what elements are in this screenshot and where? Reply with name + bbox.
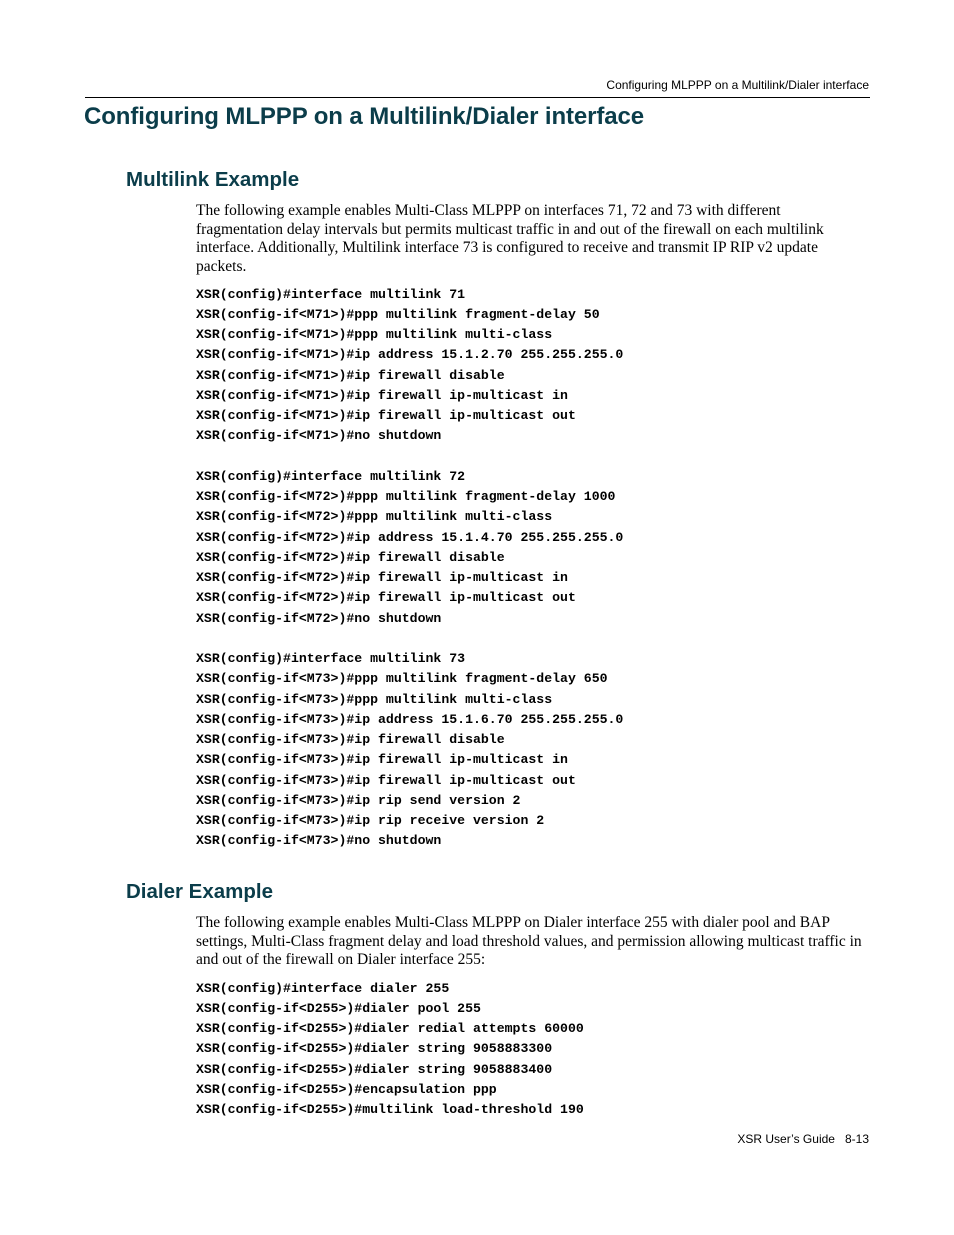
multilink-code-block	[196, 285, 623, 852]
dialer-heading: Dialer Example	[126, 880, 273, 903]
code-line: XSR(config-if<D255>)#dialer string 9058883300	[196, 1041, 553, 1057]
code-line: XSR(config-if<M71>)#ip firewall disable	[196, 367, 505, 383]
code-line: XSR(config-if<D255>)#dialer string 9058883400	[196, 1061, 553, 1077]
code-line: XSR(config-if<M73>)#ip address 15.1.6.70 255.255.255.0	[196, 711, 624, 727]
footer-guide-title: XSR User’s Guide	[737, 1132, 835, 1146]
code-line: XSR(config-if<D255>)#multilink load-threshold 190	[196, 1102, 584, 1117]
code-line: XSR(config-if<M71>)#ppp multilink multi-class	[196, 327, 553, 342]
code-line: XSR(config-if<M71>)#ip firewall ip-multicast in	[196, 387, 568, 403]
code-group-m71	[196, 285, 623, 447]
dialer-paragraph: The following example enables Multi-Class MLPPP on Dialer interface 255 with dialer pool and BAP settings, Multi-Class fragment delay and load threshold values, and permission allowing multicast traffic in and out of the firewall on Dialer interface 255:	[196, 914, 862, 969]
code-line: XSR(config-if<M73>)#ip firewall ip-multicast out	[196, 772, 576, 788]
running-header: Configuring MLPPP on a Multilink/Dialer interface	[606, 78, 869, 92]
code-line: XSR(config)#interface multilink 71	[196, 286, 466, 302]
footer-page-number: 8-13	[844, 1132, 869, 1146]
code-line: XSR(config)#interface dialer 255	[196, 980, 450, 996]
code-group-m73	[196, 649, 623, 852]
code-line: XSR(config-if<M71>)#ppp multilink fragment-delay 50	[196, 306, 600, 322]
code-group-m72	[196, 467, 623, 629]
code-line: XSR(config-if<M72>)#ip firewall ip-multicast out	[196, 590, 576, 606]
multilink-paragraph: The following example enables Multi-Class MLPPP on interfaces 71, 72 and 73 with different fragmentation delay intervals but permits multicast traffic in and out of the firewall on each multilink interface. Additionally, Multilink interface 73 is configured to receive and transmit IP RIP v2 update packets.	[196, 202, 824, 276]
code-line: XSR(config-if<M73>)#ip firewall disable	[196, 732, 505, 747]
code-group-d255	[196, 979, 584, 1121]
code-line: XSR(config-if<M72>)#ppp multilink fragment-delay 1000	[196, 489, 616, 504]
code-line: XSR(config-if<M73>)#ip firewall ip-multicast in	[196, 752, 568, 768]
code-line: XSR(config-if<D255>)#encapsulation ppp	[196, 1081, 497, 1097]
code-line: XSR(config)#interface multilink 72	[196, 468, 466, 484]
page-title: Configuring MLPPP on a Multilink/Dialer interface	[84, 103, 645, 130]
running-footer	[737, 1132, 869, 1146]
code-line: XSR(config-if<M72>)#no shutdown	[196, 610, 442, 626]
code-line: XSR(config-if<M71>)#ip firewall ip-multicast out	[196, 408, 576, 423]
code-line: XSR(config-if<M72>)#ip firewall ip-multicast in	[196, 570, 568, 585]
code-line: XSR(config-if<D255>)#dialer redial attempts 60000	[196, 1021, 584, 1036]
dialer-code-block	[196, 979, 584, 1121]
code-line: XSR(config-if<M73>)#ppp multilink multi-class	[196, 691, 553, 707]
code-line: XSR(config-if<M72>)#ip firewall disable	[196, 549, 505, 565]
code-line: XSR(config)#interface multilink 73	[196, 651, 466, 666]
code-line: XSR(config-if<M73>)#ip rip receive version 2	[196, 813, 545, 828]
code-line: XSR(config-if<D255>)#dialer pool 255	[196, 1000, 481, 1016]
code-line: XSR(config-if<M73>)#ip rip send version 2	[196, 792, 521, 808]
code-line: XSR(config-if<M71>)#no shutdown	[196, 428, 442, 444]
code-line: XSR(config-if<M72>)#ip address 15.1.4.70 255.255.255.0	[196, 529, 624, 545]
header-rule	[85, 97, 870, 98]
code-line: XSR(config-if<M73>)#no shutdown	[196, 833, 442, 849]
multilink-heading: Multilink Example	[126, 168, 300, 191]
code-line: XSR(config-if<M71>)#ip address 15.1.2.70 255.255.255.0	[196, 347, 624, 363]
code-line: XSR(config-if<M73>)#ppp multilink fragment-delay 650	[196, 671, 608, 687]
code-line: XSR(config-if<M72>)#ppp multilink multi-class	[196, 509, 553, 525]
